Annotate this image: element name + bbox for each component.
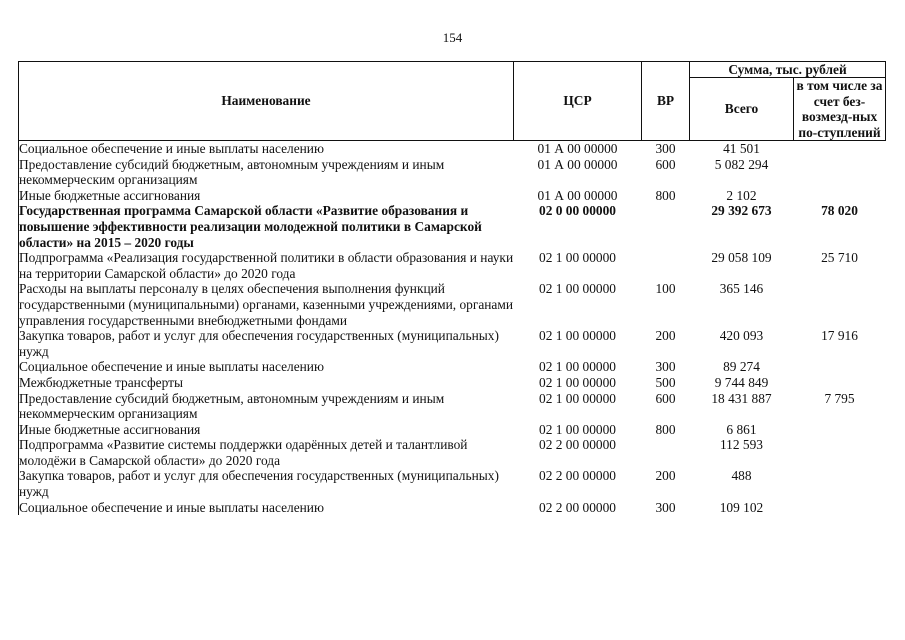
table-row	[19, 328, 886, 359]
header-name: Наименование	[19, 62, 514, 141]
header-total: Всего	[690, 78, 794, 141]
row-vr: 600	[655, 390, 676, 406]
header-sum: Сумма, тыс. рублей	[690, 62, 886, 78]
row-gratuitous	[794, 359, 886, 375]
row-name: Закупка товаров, работ и услуг для обеспечения государственных (муниципальных) нужд	[19, 468, 514, 499]
table-header	[19, 62, 886, 141]
row-vr: 100	[655, 281, 676, 297]
row-name: Расходы на выплаты персоналу в целях обеспечения выполнения функций государственными (муниципальными) органами, казенными учреждениями, органами управления государственными внебюджетными фондами	[19, 281, 514, 328]
row-gratuitous	[794, 375, 886, 391]
table-row	[19, 422, 886, 438]
row-name: Подпрограмма «Реализация государственной политики в области образования и науки на территории Самарской области» до 2020 года	[19, 250, 514, 281]
row-name: Государственная программа Самарской области «Развитие образования и повышение эффективности реализации молодежной политики в Самарской области» на 2015 – 2020 годы	[19, 203, 514, 250]
row-total: 109 102	[719, 499, 764, 515]
row-name: Подпрограмма «Развитие системы поддержки одарённых детей и талантливой молодёжи в Самарской области» до 2020 года	[19, 437, 514, 468]
row-total: 29 058 109	[711, 250, 772, 266]
table-row	[19, 468, 886, 499]
row-name: Предоставление субсидий бюджетным, автономным учреждениям и иным некоммерческим организациям	[19, 157, 514, 188]
table-row	[19, 203, 886, 250]
row-gratuitous	[794, 437, 886, 468]
row-total: 89 274	[723, 359, 760, 375]
header-csr: ЦСР	[514, 62, 642, 141]
row-csr: 02 1 00 00000	[539, 359, 616, 375]
header-gratuitous: в том числе за счет без-возмезд-ных по-ступлений	[794, 78, 886, 141]
row-total: 29 392 673	[711, 203, 772, 219]
row-vr: 200	[655, 468, 676, 484]
row-csr: 01 А 00 00000	[537, 141, 618, 156]
row-csr: 01 А 00 00000	[537, 156, 618, 172]
row-total: 5 082 294	[714, 156, 769, 172]
row-name: Социальное обеспечение и иные выплаты населению	[19, 359, 514, 375]
row-total: 9 744 849	[714, 374, 769, 390]
table-row	[19, 157, 886, 188]
row-gratuitous	[794, 468, 886, 499]
row-name: Закупка товаров, работ и услуг для обеспечения государственных (муниципальных) нужд	[19, 328, 514, 359]
row-gratuitous	[794, 141, 886, 157]
header-vr: ВР	[642, 62, 690, 141]
row-gratuitous: 17 916	[821, 328, 858, 344]
table-body	[19, 141, 886, 516]
row-gratuitous	[794, 188, 886, 204]
row-total: 365 146	[719, 281, 764, 297]
row-name: Иные бюджетные ассигнования	[19, 188, 514, 204]
row-total: 18 431 887	[711, 390, 772, 406]
row-csr: 02 1 00 00000	[539, 281, 616, 297]
row-csr: 02 0 00 00000	[539, 203, 616, 219]
row-csr: 02 2 00 00000	[539, 499, 616, 515]
row-name: Социальное обеспечение и иные выплаты населению	[19, 500, 514, 516]
table-row	[19, 359, 886, 375]
row-csr: 02 1 00 00000	[539, 374, 616, 390]
table-row	[19, 281, 886, 328]
row-vr: 300	[655, 359, 676, 375]
row-csr: 02 1 00 00000	[539, 390, 616, 406]
budget-table	[18, 61, 886, 515]
row-gratuitous: 78 020	[821, 203, 858, 219]
row-vr: 300	[655, 141, 676, 156]
row-total: 420 093	[719, 328, 764, 344]
row-total: 6 861	[726, 421, 757, 437]
row-vr: 800	[655, 187, 676, 203]
row-csr: 02 1 00 00000	[539, 328, 616, 344]
row-vr: 600	[655, 156, 676, 172]
row-vr: 300	[655, 499, 676, 515]
row-vr: 500	[655, 374, 676, 390]
table-row	[19, 391, 886, 422]
row-total: 41 501	[723, 141, 760, 156]
row-gratuitous	[794, 157, 886, 188]
row-vr	[642, 203, 690, 250]
row-total: 112 593	[719, 437, 764, 453]
row-gratuitous: 7 795	[824, 390, 855, 406]
row-total: 488	[731, 468, 752, 484]
row-name: Предоставление субсидий бюджетным, автономным учреждениям и иным некоммерческим организациям	[19, 391, 514, 422]
row-csr: 02 1 00 00000	[539, 250, 616, 266]
table-row	[19, 375, 886, 391]
row-name: Социальное обеспечение и иные выплаты населению	[19, 141, 514, 157]
table-row	[19, 250, 886, 281]
row-vr: 200	[655, 328, 676, 344]
row-gratuitous	[794, 281, 886, 328]
row-vr	[642, 250, 690, 281]
row-csr: 02 1 00 00000	[539, 421, 616, 437]
table-row	[19, 188, 886, 204]
row-csr: 01 А 00 00000	[537, 187, 618, 203]
row-gratuitous	[794, 422, 886, 438]
table-row	[19, 500, 886, 516]
page-number: 154	[442, 30, 463, 45]
row-name: Межбюджетные трансферты	[19, 375, 514, 391]
row-gratuitous: 25 710	[821, 250, 858, 266]
row-csr: 02 2 00 00000	[539, 437, 616, 453]
table-row	[19, 437, 886, 468]
row-vr: 800	[655, 421, 676, 437]
row-vr	[642, 437, 690, 468]
row-gratuitous	[794, 500, 886, 516]
row-csr: 02 2 00 00000	[539, 468, 616, 484]
row-total: 2 102	[726, 187, 757, 203]
row-name: Иные бюджетные ассигнования	[19, 422, 514, 438]
table-row	[19, 141, 886, 157]
